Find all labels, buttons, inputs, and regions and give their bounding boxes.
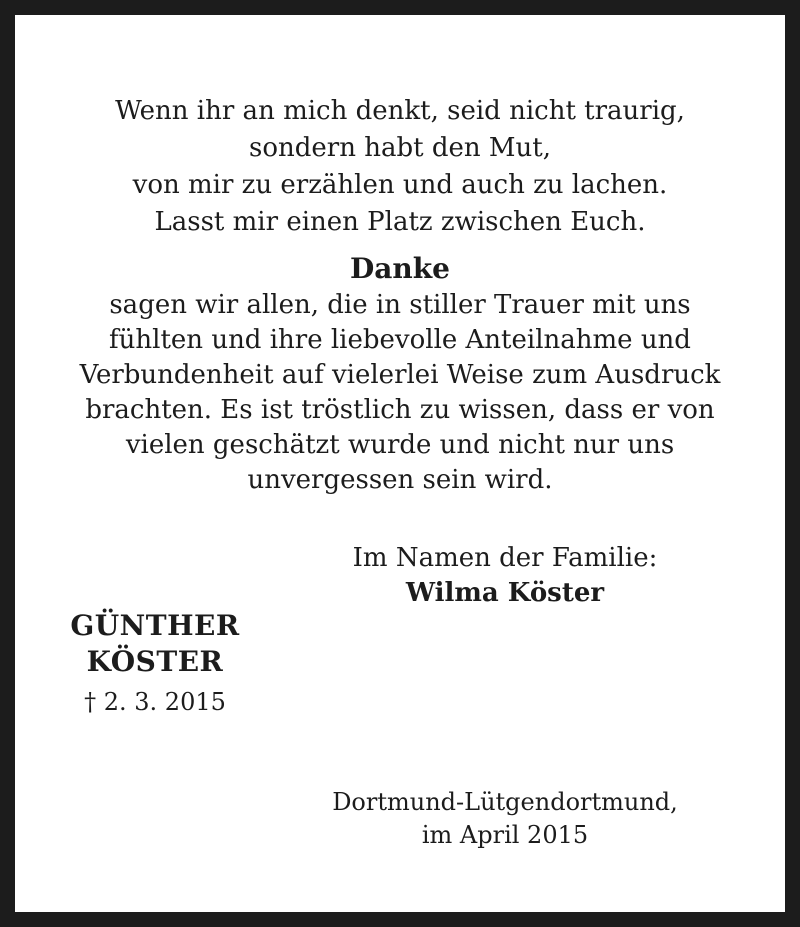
deceased-last-name: KÖSTER — [86, 645, 224, 678]
deceased-first-name: GÜNTHER — [70, 609, 240, 642]
poem-block — [30, 93, 770, 241]
place-date-block — [300, 786, 710, 852]
poem-line: von mir zu erzählen und auch zu lachen. — [132, 170, 668, 200]
thanks-line: fühlten und ihre liebevolle Anteilnahme und — [109, 325, 691, 355]
thanks-line: sagen wir allen, die in stiller Trauer mit uns — [109, 290, 691, 320]
place-line: Dortmund-Lütgendortmund, — [332, 788, 678, 816]
thanks-line: brachten. Es ist tröstlich zu wissen, dass er von — [85, 395, 715, 425]
thanks-line: unvergessen sein wird. — [247, 465, 553, 495]
family-label: Im Namen der Familie: — [352, 543, 658, 573]
thanks-title: Danke — [350, 252, 450, 285]
deceased-block — [50, 608, 260, 718]
thanks-line: vielen geschätzt wurde und nicht nur uns — [125, 430, 675, 460]
poem-line: Wenn ihr an mich denkt, seid nicht traurig, — [115, 96, 685, 126]
date-line: im April 2015 — [421, 821, 589, 849]
family-signature-name: Wilma Köster — [405, 578, 605, 608]
death-date: † 2. 3. 2015 — [84, 688, 226, 716]
poem-line: sondern habt den Mut, — [249, 133, 551, 163]
thanks-line: Verbundenheit auf vielerlei Weise zum Ausdruck — [79, 360, 721, 390]
poem-line: Lasst mir einen Platz zwischen Euch. — [154, 207, 646, 237]
thanks-text — [15, 288, 785, 498]
